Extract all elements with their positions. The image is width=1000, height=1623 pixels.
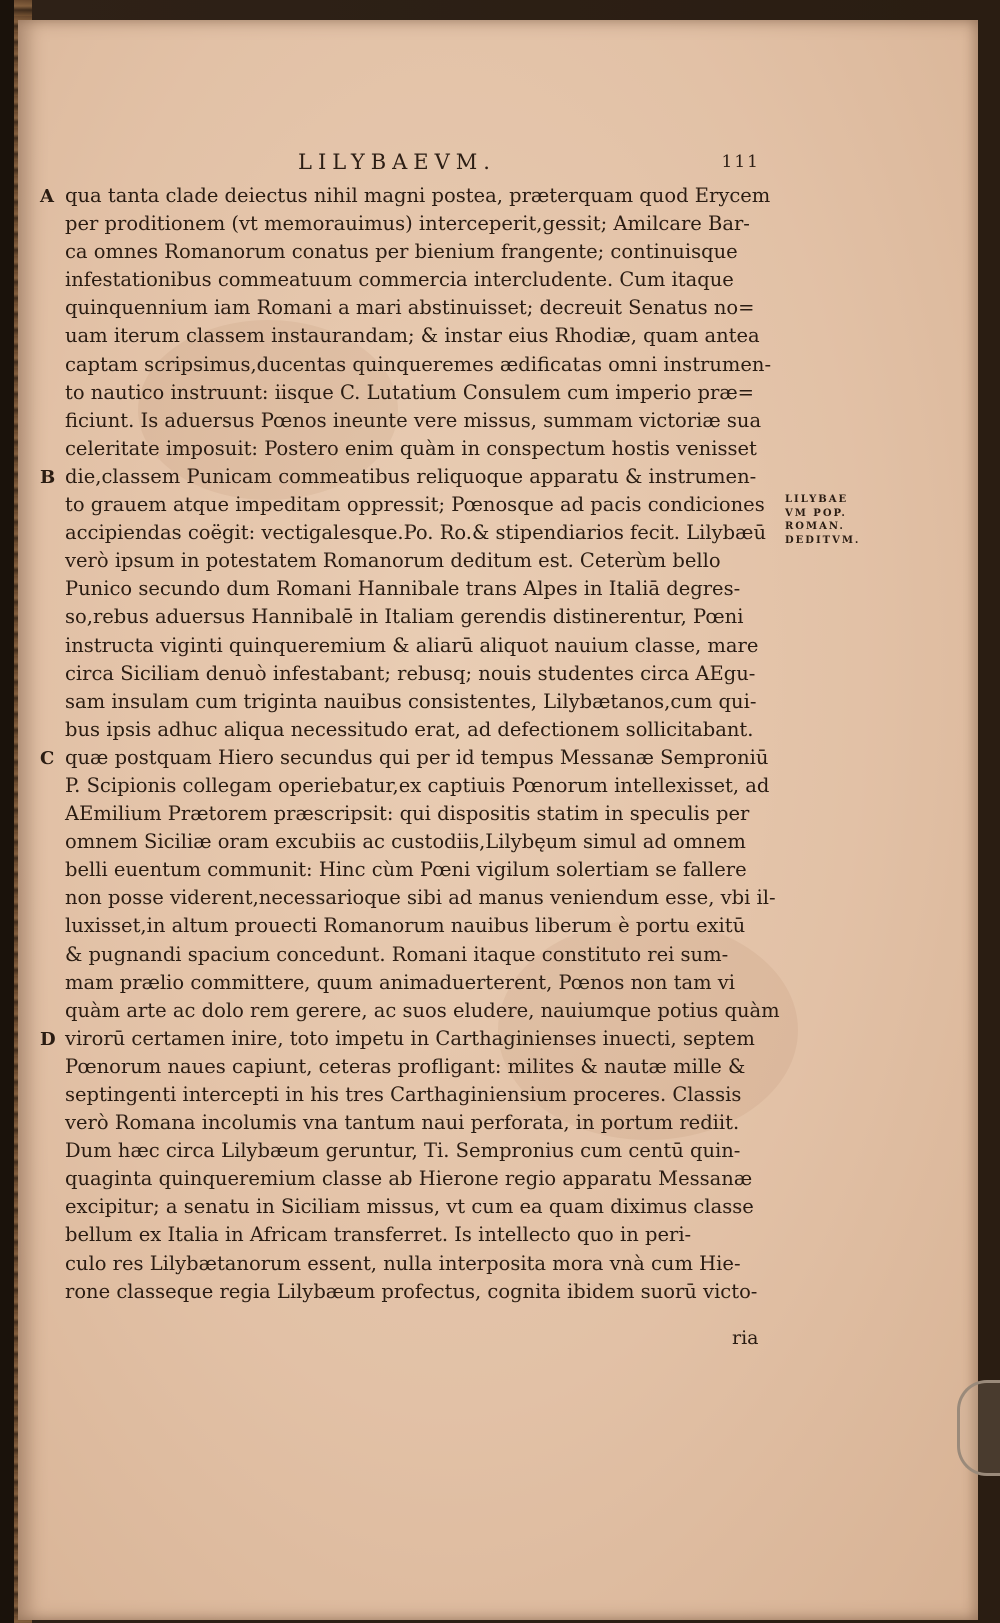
text-line: celeritate imposuit: Postero enim quàm in conspectum hostis venisset — [65, 436, 757, 460]
marginal-note — [785, 493, 875, 547]
text-line: belli euentum communit: Hinc cùm Pœni vigilum solertiam se fallere — [65, 858, 747, 882]
text-line: ca omnes Romanorum conatus per bienium frangente; continuisque — [65, 240, 738, 264]
text-line: quæ postquam Hiero secundus qui per id tempus Messanæ Semproniū — [65, 745, 769, 769]
text-line: excipitur; a senatu in Siciliam missus, vt cum ea quam diximus classe — [65, 1195, 754, 1219]
text-line: sam insulam cum triginta nauibus consistentes, Lilybætanos,cum qui- — [65, 689, 757, 713]
page-header — [60, 150, 760, 180]
text-line: verò ipsum in potestatem Romanorum deditum est. Ceterùm bello — [65, 549, 721, 573]
text-line: to grauem atque impeditam oppressit; Pœnosque ad pacis condiciones — [65, 493, 765, 517]
text-line: to nautico instruunt: iisque C. Lutatium Consulem cum imperio præ= — [65, 380, 755, 404]
text-line: circa Siciliam denuò infestabant; rebusq; nouis studentes circa AEgu- — [65, 661, 756, 685]
running-title: LILYBAEVM. — [298, 150, 496, 174]
text-line: AEmilium Prætorem præscripsit: qui dispositis statim in speculis per — [65, 802, 750, 826]
section-letter-d: D — [40, 1029, 56, 1050]
text-line: Dum hæc circa Lilybæum geruntur, Ti. Sempronius cum centū quin- — [65, 1139, 741, 1163]
text-line: P. Scipionis collegam operiebatur,ex captiuis Pœnorum intellexisset, ad — [65, 773, 770, 797]
text-line: bus ipsis adhuc aliqua necessitudo erat, ad defectionem sollicitabant. — [65, 717, 754, 741]
text-line: ficiunt. Is aduersus Pœnos ineunte vere missus, summam victoriæ sua — [65, 408, 762, 432]
section-letter-b: B — [40, 467, 56, 488]
text-line: mam prælio committere, quum animaduerterent, Pœnos non tam vi — [65, 970, 736, 994]
marginal-note-line: VM POP. — [785, 507, 847, 519]
text-line: quàm arte ac dolo rem gerere, ac suos eludere, nauiumque potius quàm — [65, 998, 780, 1022]
section-letter-a: A — [40, 186, 54, 207]
text-line: verò Romana incolumis vna tantum naui perforata, in portum rediit. — [65, 1111, 740, 1135]
text-line: luxisset,in altum prouecti Romanorum nauibus liberum è portu exitū — [65, 914, 746, 938]
text-line: qua tanta clade deiectus nihil magni postea, præterquam quod Erycem — [65, 184, 771, 207]
text-line: quinquennium iam Romani a mari abstinuisset; decreuit Senatus no= — [65, 296, 755, 320]
text-line: die,classem Punicam commeatibus reliquoque apparatu & instrumen- — [65, 464, 757, 488]
text-line: uam iterum classem instaurandam; & instar eius Rhodiæ, quam antea — [65, 324, 760, 348]
text-line: instructa viginti quinqueremium & aliarū aliquot nauium classe, mare — [65, 633, 759, 657]
section-letter-c: C — [40, 748, 55, 769]
text-line: accipiendas coëgit: vectigalesque.Po. Ro.& stipendiarios fecit. Lilybæū — [65, 521, 767, 545]
text-line: so,rebus aduersus Hannibalē in Italiam gerendis distinerentur, Pœni — [65, 605, 744, 629]
text-line: Pœnorum naues capiunt, ceteras profligant: milites & nautæ mille & — [65, 1054, 746, 1078]
text-line: infestationibus commeatuum commercia intercludente. Cum itaque — [65, 268, 734, 292]
text-line: septingenti intercepti in his tres Carthaginiensium proceres. Classis — [65, 1083, 742, 1106]
book-spine-shadow — [0, 0, 14, 1623]
text-line: bellum ex Italia in Africam transferret. Is intellecto quo in peri- — [65, 1223, 692, 1247]
text-line: captam scripsimus,ducentas quinqueremes ædificatas omni instrumen- — [65, 352, 772, 376]
catchword: ria — [732, 1327, 759, 1349]
body-text — [65, 182, 780, 1306]
folio-number: 111 — [721, 152, 760, 172]
text-line: virorū certamen inire, toto impetu in Carthaginienses inuecti, septem — [65, 1026, 755, 1050]
marginal-note-line: ROMAN. — [785, 521, 845, 532]
text-line: non posse viderent,necessarioque sibi ad manus veniendum esse, vbi il- — [65, 886, 776, 910]
text-line: & pugnandi spacium concedunt. Romani itaque constituto rei sum- — [65, 942, 729, 966]
text-line: culo res Lilybætanorum essent, nulla interposita mora vnà cum Hie- — [65, 1251, 741, 1275]
text-line: omnem Siciliæ oram excubiis ac custodiis,Lilybęum simul ad omnem — [65, 830, 746, 854]
text-line: quaginta quinqueremium classe ab Hierone regio apparatu Messanæ — [65, 1167, 753, 1191]
marginal-note-line: DEDITVM. — [785, 534, 861, 546]
marginal-note-line: LILYBAE — [785, 494, 849, 505]
page-edge-clip — [957, 1380, 1000, 1476]
text-line: per proditionem (vt memorauimus) interceperit,gessit; Amilcare Bar- — [65, 212, 750, 236]
text-line: Punico secundo dum Romani Hannibale trans Alpes in Italiā degres- — [65, 577, 741, 601]
text-line: rone classeque regia Lilybæum profectus, cognita ibidem suorū victo- — [65, 1279, 758, 1303]
